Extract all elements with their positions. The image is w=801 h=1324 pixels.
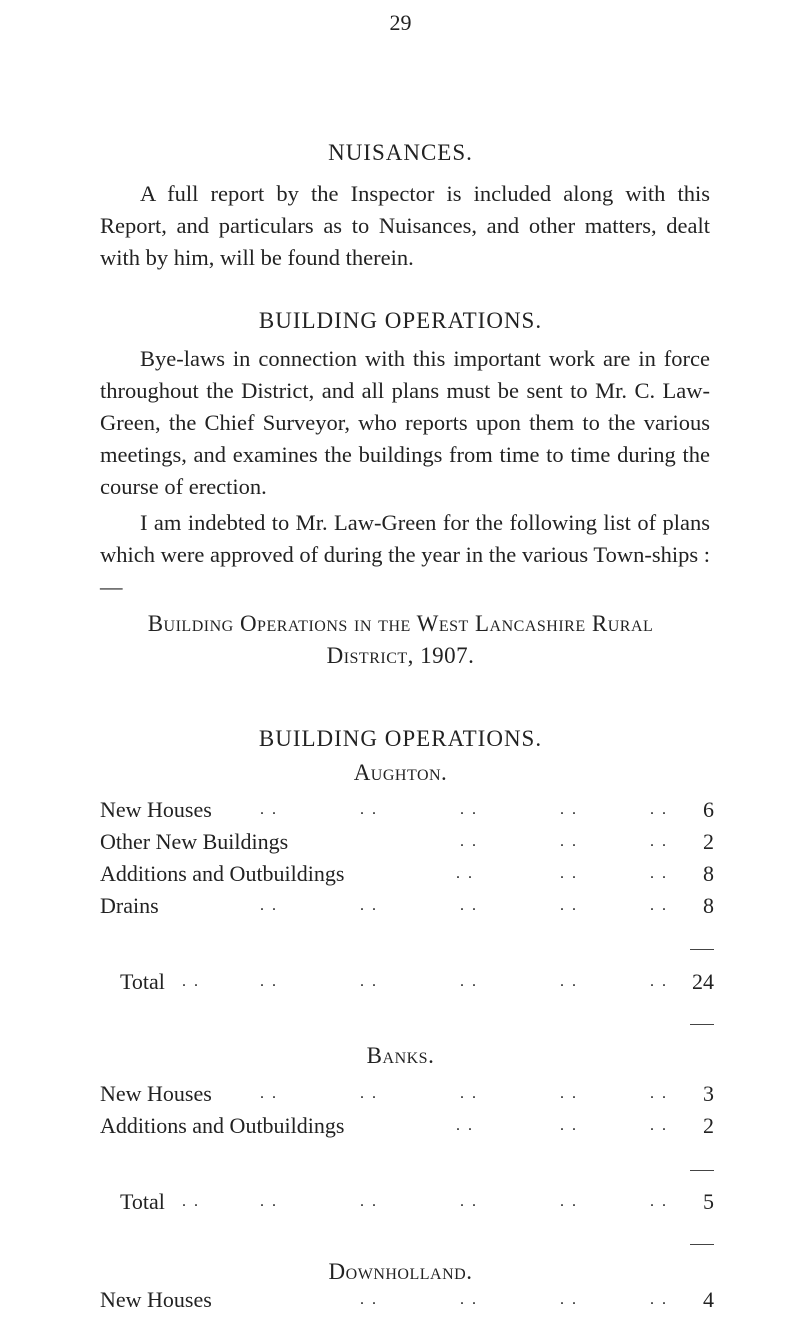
row-label: Drains — [100, 893, 159, 918]
row-value: 2 — [703, 829, 714, 854]
nuisances-paragraph: A full report by the Inspector is included along with this Report, and particulars as to Nuisances, and other matters, dealt with by him, will be found therein. — [100, 181, 710, 270]
total-row: Total . . . . . . . . . . . . 24 — [100, 966, 714, 998]
table-title-line1: Building Operations in the West Lancashire Rural — [147, 611, 654, 636]
row-value: 2 — [703, 1113, 714, 1138]
indebted-paragraph: I am indebted to Mr. Law-Green for the following list of plans which were approved of during the year in the various Town-ships :— — [100, 510, 710, 599]
table-row: Additions and Outbuildings . . . . . . 2 — [100, 1110, 714, 1142]
total-label: Total — [120, 969, 165, 994]
row-value: 8 — [703, 893, 714, 918]
township-aughton: Aughton. — [353, 760, 448, 785]
sum-rule — [690, 949, 714, 950]
total-row: Total . . . . . . . . . . . . 5 — [100, 1186, 714, 1218]
sum-rule — [690, 1024, 714, 1025]
table-row: New Houses . . . . . . . . 4 — [100, 1284, 714, 1316]
row-value: 8 — [703, 861, 714, 886]
nuisances-heading: NUISANCES. — [328, 140, 473, 165]
sum-rule — [690, 1170, 714, 1171]
table-row: Other New Buildings . . . . . . 2 — [100, 826, 714, 858]
total-value: 24 — [692, 969, 714, 994]
bye-laws-paragraph: Bye-laws in connection with this important work are in force throughout the District, and all plans must be sent to Mr. C. Law-Green, the Chief Surveyor, who reports upon them to the various meetings, and examines the buildings from time to time during the course of erection. — [100, 346, 710, 499]
table-heading: BUILDING OPERATIONS. — [258, 726, 543, 751]
page-number: 29 — [389, 10, 412, 35]
row-value: 6 — [703, 797, 714, 822]
table-row: New Houses . . . . . . . . . . 3 — [100, 1078, 714, 1110]
row-label: Other New Buildings — [100, 829, 289, 854]
total-value: 5 — [703, 1189, 714, 1214]
row-label: New Houses — [100, 797, 212, 822]
row-value: 4 — [703, 1287, 714, 1312]
table-row: Additions and Outbuildings . . . . . . 8 — [100, 858, 714, 890]
township-downholland: Downholland. — [328, 1259, 473, 1284]
building-operations-heading: BUILDING OPERATIONS. — [258, 308, 543, 333]
row-label: Additions and Outbuildings — [100, 1113, 345, 1138]
total-label: Total — [120, 1189, 165, 1214]
table-title-line2: District, 1907. — [326, 643, 475, 668]
table-row: New Houses . . . . . . . . . . 6 — [100, 794, 714, 826]
row-label: New Houses — [100, 1081, 212, 1106]
township-banks: Banks. — [366, 1043, 435, 1068]
row-label: New Houses — [100, 1287, 212, 1312]
row-label: Additions and Outbuildings — [100, 861, 345, 886]
table-row: Drains . . . . . . . . . . 8 — [100, 890, 714, 922]
sum-rule — [690, 1244, 714, 1245]
row-value: 3 — [703, 1081, 714, 1106]
